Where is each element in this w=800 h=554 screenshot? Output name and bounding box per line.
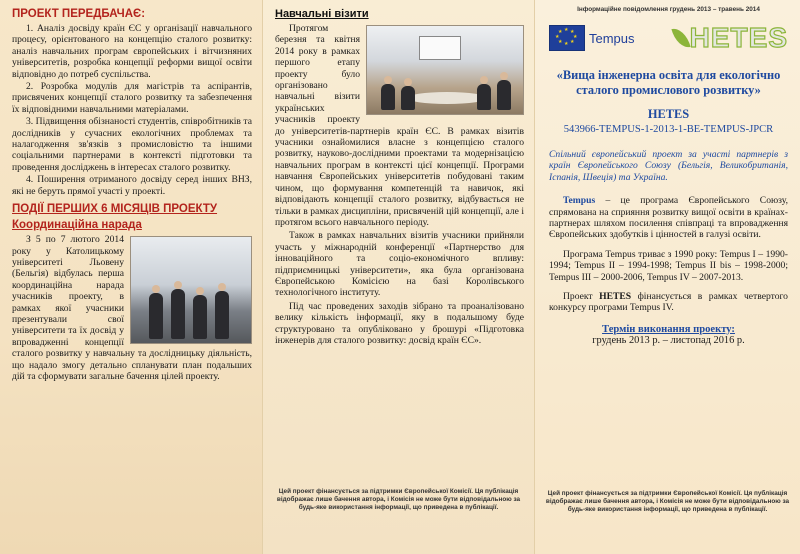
- project-code: 543966-TEMPUS-1-2013-1-BE-TEMPUS-JPCR: [563, 124, 774, 135]
- tempus-desc-text: – це програма Європейського Союзу, спрямована на сприяння розвитку вищої освіти в країнах-партнерах шляхом посилення співпраці та впровадження Європейських здобутків і цінностей в галузі освіти.: [549, 195, 788, 241]
- goal-item: 4. Поширення отриманого досвіду серед інших ВНЗ, які не беруть прямої участі у проекті.: [12, 174, 252, 197]
- visits-paragraph: Також в рамках навчальних візитів учасники прийняли участь у міжнародній конференції «Партнерство для інноваційного та соціо-економічного впливу: підприємницькі університети», яка була організована Європейською Комісією на базі Королівського технологічного інституту.: [275, 230, 524, 299]
- newsletter-period: Інформаційне повідомлення грудень 2013 – травень 2014: [577, 6, 760, 13]
- tempus-word: Tempus: [563, 195, 596, 207]
- cover-panel: [534, 0, 800, 554]
- events-heading: ПОДІЇ ПЕРШИХ 6 МІСЯЦІВ ПРОЕКТУ: [12, 203, 218, 216]
- hetes-logo: [674, 22, 788, 54]
- goal-item: 1. Аналіз досвіду країн ЄС у організації навчального процесу, орієнтованого на концепцію сталого розвитку: аналіз навчальних програм європейських і вітчизняних університетів, розробка концепції реформи вищої освіти відповідно до потреб суспільства.: [12, 23, 252, 80]
- visits-paragraph: Під час проведених заходів зібрано та проаналізовано велику кількість інформації, яку в подальшому буде структуровано та опубліковано у брошурі «Підготовка інженерів для сталого розвитку: досвід країн ЄС».: [275, 300, 524, 346]
- left-panel: [0, 0, 262, 554]
- funding-suffix: фінансується в рамках четвертого конкурсу програми Tempus IV.: [549, 291, 788, 314]
- hetes-logo-text: HETES: [689, 22, 788, 53]
- meeting-group-photo: [130, 236, 252, 344]
- study-visit-photo: [366, 25, 524, 115]
- funding-text: [549, 291, 788, 314]
- goal-item: 3. Підвищення обізнаності студентів, співробітників та дослідників у сучасних екологічних проблемах та налагодження зв'язків з промисловістю та іншими соціальними партнерами в контексті підготовки та проведення досліджень в інтересах сталого розвитку.: [12, 116, 252, 173]
- funding-disclaimer: Цей проект фінансується за підтримки Європейської Комісії. Ця публікація відображає лише бачення автора, і Комісія не може бути відповідальною за будь-яке використання інформації, що приведена в публікації.: [545, 490, 790, 513]
- term-value: грудень 2013 р. – листопад 2016 р.: [592, 334, 745, 346]
- middle-panel: [262, 0, 534, 554]
- joint-project-text: Спільний європейський проект за участі партнерів з країн Європейського Союзу (Бельгія, Великобританія, Іспанія, Швеція) та Україна.: [549, 149, 788, 183]
- meeting-heading: Координаційна нарада: [12, 219, 142, 232]
- tempus-description: [549, 195, 788, 241]
- leaf-icon: [671, 26, 690, 51]
- goals-list: [12, 23, 252, 197]
- tempus-logo: [549, 25, 635, 51]
- funding-disclaimer: Цей проект фінансується за підтримки Європейської Комісії. Ця публікація відображає лише бачення автора, і Комісія не може бути відповідальною за будь-яке використання інформації, що приведена в публікації.: [276, 488, 521, 511]
- eu-flag-icon: ★ ★ ★ ★ ★ ★ ★ ★: [549, 25, 585, 51]
- visits-paragraph: Протягом березня та квітня 2014 року в рамках першого етапу проекту було організовано навчальні візити українських учасників проекту до університетів-партнерів країн ЄС. В рамках візитів учасники ознайомилися власне з концепцією сталого розвитку, науково-дослідними проектами та модернізацією навчальних програм в контексті цієї концепції. Програми навчання Європейських університетів побудовані таким чином, що формування компетенцій та навичок, які відповідають концепції сталого розвитку, відбувається не тільки в рамках дисципліни, присвяченій цій концепції, але і протягом всього навчального періоду.: [275, 23, 524, 228]
- funding-prefix: Проект: [563, 291, 600, 303]
- tempus-history: Програма Tempus триває з 1990 року: Tempus I – 1990-1994; Tempus II – 1994-1998; Tempus II bis – 1998-2000; Tempus III – 2000-2006, Tempus IV – 2007-2013.: [549, 248, 788, 283]
- goal-item: 2. Розробка модулів для магістрів та аспірантів, присвячених концепції сталого розвитку та забезпечення їх відповідними навчальними матеріалами.: [12, 81, 252, 115]
- project-name: HETES: [647, 107, 690, 121]
- project-title: «Вища інженерна освіта для екологічно сталого промислового розвитку»: [556, 68, 781, 97]
- goals-heading: ПРОЕКТ ПЕРЕДБАЧАЄ:: [12, 8, 146, 20]
- logo-row: [549, 18, 788, 58]
- meeting-text: З 5 по 7 лютого 2014 року у Католицькому університеті Льовену (Бельгія) відбулась перша координаційна нарада учасників проекту, в рамках якої учасники презентували свої університети та їх досвід у впровадженні концепції сталого розвитку у навчальну та дослідницьку діяльність, що надало змогу детально спланувати план подальших дій та сформувати загальне бачення цілей проекту.: [12, 234, 252, 382]
- tempus-label: Tempus: [589, 30, 635, 46]
- funding-name: HETES: [599, 291, 632, 303]
- term-heading: Термін виконання проекту:: [602, 323, 735, 335]
- visits-heading: Навчальні візити: [275, 8, 369, 20]
